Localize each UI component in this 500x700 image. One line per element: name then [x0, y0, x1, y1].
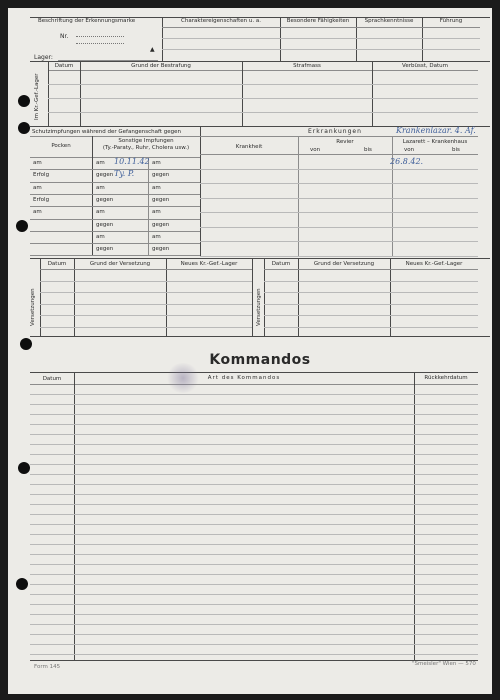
nr-field: [76, 36, 124, 44]
form-sheet: [8, 8, 492, 694]
punch-hole: [16, 578, 28, 590]
footer-form-number: Form 145: [34, 664, 61, 670]
impfung-row-right-label: am: [152, 209, 161, 216]
pocken-header: Pocken: [51, 143, 71, 149]
faehigkeiten-header: Besondere Fähigkeiten: [286, 18, 350, 24]
nr-label: Nr.: [60, 33, 69, 40]
versetzungen-side-label-right: Versetzungen: [256, 288, 262, 326]
charakter-header: Charaktereigenschaften u. a.: [181, 18, 261, 24]
pocken-row-label: am: [33, 160, 42, 166]
impfung-row-right-label: gegen: [152, 246, 170, 253]
versetzung-col-lager-left: Neues Kr.-Gef.-Lager: [180, 261, 238, 267]
sonstige-header-1: Sonstige Impfungen: [118, 138, 174, 144]
pocken-row-label: am: [33, 184, 42, 191]
lager-label: Lager:: [34, 54, 53, 61]
strafen-col-strafmass: Strafmass: [293, 63, 321, 69]
impfung-row-right-label: am: [152, 160, 161, 166]
impfung-row-label: am: [96, 233, 105, 240]
sonstige-header-2: (Ty.-Paraty., Ruhr, Cholera usw.): [102, 145, 190, 151]
kommandos-title: Kommandos: [209, 352, 311, 368]
punch-hole: [20, 338, 32, 350]
impfung-row-label: gegen: [96, 172, 114, 179]
impfung-row-label: am: [96, 184, 105, 191]
versetzungen-side-label-left: Versetzungen: [30, 288, 36, 326]
impfung-row-label: gegen: [96, 221, 114, 228]
impfung-row-label: am: [96, 160, 105, 166]
impfungen-title: Schutzimpfungen während der Gefangenschaft gegen: [32, 129, 181, 135]
impfung-row-value: Ty. P.: [114, 169, 135, 179]
pocken-row-label: am: [33, 209, 42, 216]
punch-hole: [18, 122, 30, 134]
strafen-side-label: Im Kr.-Gef.-Lager: [34, 73, 40, 120]
lazarett-von: von: [404, 147, 415, 153]
punch-hole: [16, 220, 28, 232]
versetzung-col-lager-right: Neues Kr.-Gef.-Lager: [405, 261, 463, 267]
lazarett-header: Lazarett – Krankenhaus: [402, 139, 468, 145]
lazarett-handwritten-date: 26.8.42.: [390, 157, 424, 166]
revier-von: von: [310, 147, 321, 153]
versetzung-col-grund-right: Grund der Versetzung: [313, 261, 375, 267]
versetzung-col-datum-right: Datum: [271, 261, 291, 267]
kommandos-col-rueckkehr: Rückkehrdatum: [424, 375, 468, 381]
beschriftung-label: Beschriftung der Erkennungsmarke: [38, 18, 136, 24]
impfung-row-right-label: gegen: [152, 172, 170, 179]
strafen-col-verbuesst: Verbüsst, Datum: [402, 63, 448, 69]
erkrankungen-title: Erkrankungen: [308, 128, 362, 135]
footer-printer: "Smeisler" Wien — 570: [412, 661, 476, 667]
strafen-col-datum: Datum: [54, 63, 74, 69]
krankheit-header: Krankheit: [235, 144, 263, 150]
impfung-row-value: 10.11.42: [114, 157, 150, 166]
ink-stain: [166, 363, 200, 393]
impfung-row-label: gegen: [96, 196, 114, 203]
impfung-row-label: am: [96, 209, 105, 216]
sprachen-header: Sprachkenntnisse: [364, 18, 414, 24]
erkrankungen-handwritten-title: Krankenlazar. 4. Af.: [396, 126, 476, 135]
punch-hole: [18, 462, 30, 474]
revier-header: Revier: [336, 139, 354, 145]
revier-bis: bis: [364, 147, 372, 153]
kommandos-col-datum: Datum: [42, 376, 62, 382]
kommandos-col-art: Art des Kommandos: [207, 375, 281, 381]
versetzung-col-datum-left: Datum: [47, 261, 67, 267]
pocken-row-label: Erfolg: [33, 196, 50, 203]
versetzung-col-grund-left: Grund der Versetzung: [89, 261, 151, 267]
header-mark: ▲: [150, 46, 155, 53]
impfung-row-right-label: am: [152, 184, 161, 191]
pocken-row-label: Erfolg: [33, 172, 50, 179]
lazarett-bis: bis: [452, 147, 460, 153]
impfung-row-right-label: am: [152, 233, 161, 240]
impfung-row-right-label: gegen: [152, 196, 170, 203]
strafen-col-grund: Grund der Bestrafung: [131, 63, 191, 69]
impfung-row-label: gegen: [96, 246, 114, 253]
fuehrung-header: Führung: [439, 18, 463, 24]
punch-hole: [18, 95, 30, 107]
impfung-row-right-label: gegen: [152, 221, 170, 228]
